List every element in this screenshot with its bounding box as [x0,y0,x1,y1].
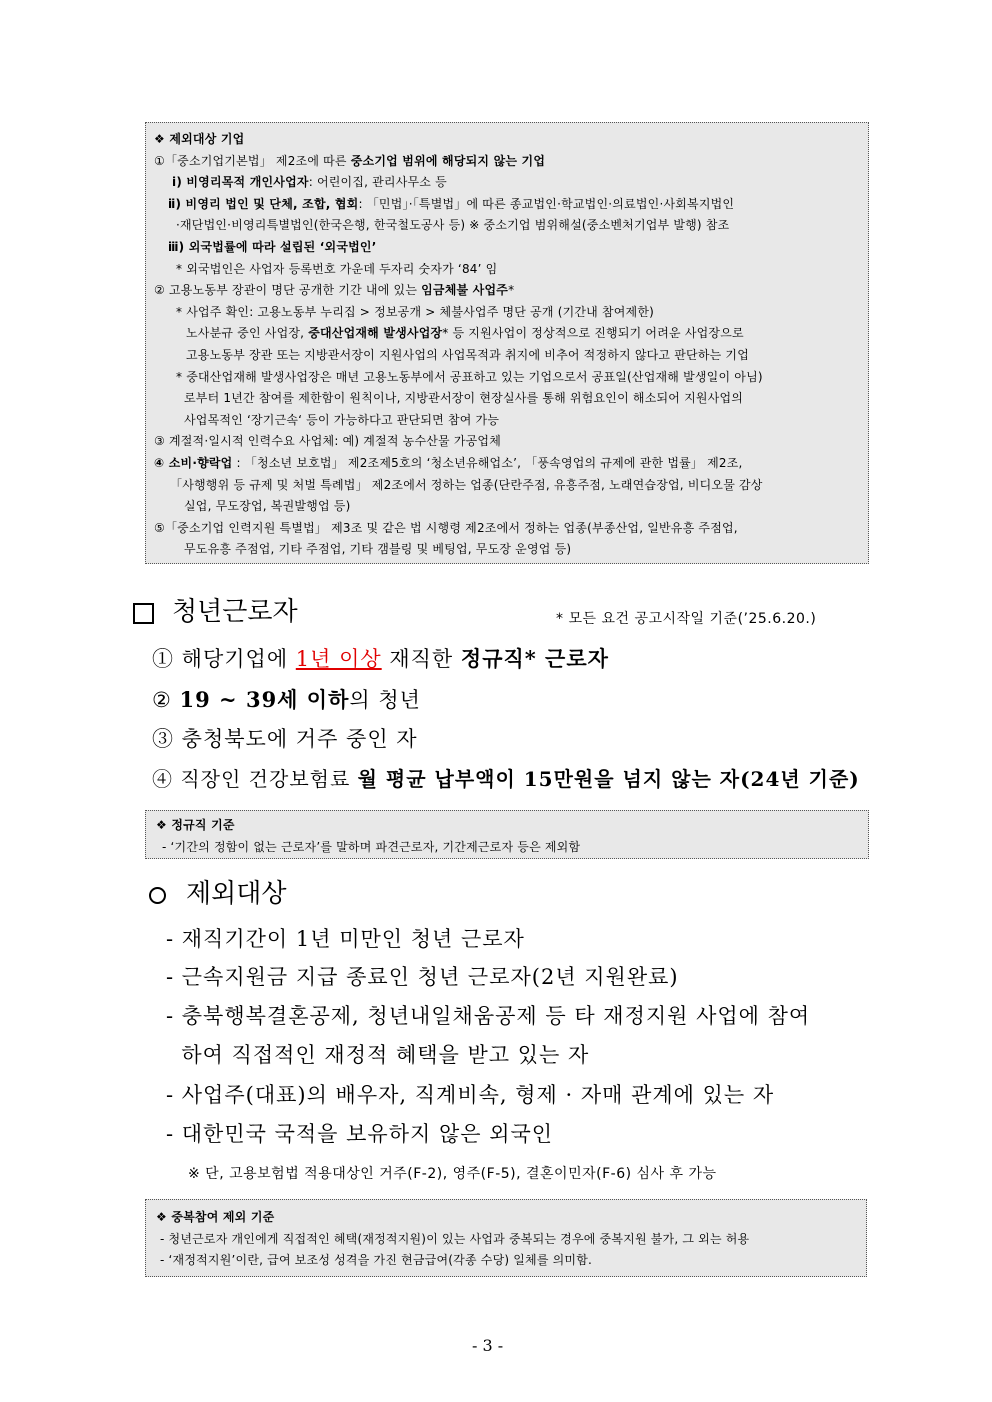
box-line [168,239,376,255]
text-run: * 외국법인은 사업자 등록번호 가운데 두자리 숫자가 ‘84’ 임 [176,261,498,276]
text-run: ② [152,688,180,712]
box-line [184,541,571,557]
box-line [154,131,244,147]
box-text: - ‘기간의 정함이 없는 근로자’를 말하며 파견근로자, 기간제근로자 등은 제외함 [162,840,581,854]
text-run: 실업, 무도장업, 복권발행업 등) [184,499,351,514]
box-line [170,477,763,493]
text-run: ⑤「중소기업 인력지원 특별법」 제3조 및 같은 법 시행령 제2조에서 정하는 업종(부종산업, 일반유흥 주점업, [154,520,738,535]
box-line [184,390,743,406]
text-run: ⅱ) 비영리 법인 및 단체, 조합, 협회 [168,196,359,211]
text-run: ❖ 제외대상 기업 [154,132,245,146]
box-title: ❖ 정규직 기준 [156,818,235,832]
text-run: 임금체불 사업주 [421,283,509,298]
box-line [186,325,744,341]
regular-worker-criteria-box [145,810,869,859]
text-run: * 사업주 확인: 고용노동부 누리집 > 정보공개 > 체불사업주 명단 공개 (기간내 참여제한) [176,304,655,319]
requirement-item [152,725,418,753]
foreigner-note: ※ 단, 고용보험법 적용대상인 거주(F-2), 영주(F-5), 결혼이민자(F-6) 심사 후 가능 [188,1166,717,1182]
text-run: 사업목적인 ‘장기근속‘ 등이 가능하다고 판단되면 참여 가능 [184,412,500,427]
box-line [168,196,734,212]
text-run: 월 평균 납부액이 15만원을 넘지 않는 자 [357,767,741,791]
text-run: * [508,283,515,298]
requirement-item [152,645,609,673]
box-line [154,520,738,536]
box-line: - ‘재정적지원’이란, 급여 보조성 성격을 가진 현금급여(각종 수당) 일체를 의미함. [160,1253,593,1267]
text-run: ② 고용노동부 장관이 명단 공개한 기간 내에 있는 [154,283,422,298]
exclusion-item: - 사업주(대표)의 배우자, 직계비속, 형제 · 자매 관계에 있는 자 [166,1083,775,1107]
text-run: ⅲ) 외국법률에 따라 설립된 ‘외국법인’ [168,240,377,254]
text-run: ③ 충청북도에 거주 중인 자 [152,727,418,751]
exclusion-item: - 대한민국 국적을 보유하지 않은 외국인 [166,1122,554,1146]
box-line [176,369,763,385]
text-run: 노사분규 중인 사업장, [186,326,309,341]
box-line [186,347,749,363]
section-title-exclusions: 제외대상 [186,879,287,909]
text-run: ④ 직장인 건강보험료 [152,767,358,791]
exclusion-item: - 충북행복결혼공제, 청년내일채움공제 등 타 재정지원 사업에 참여 [166,1004,811,1028]
text-run: 무도유흥 주점업, 기타 주점업, 기타 갬블링 및 베팅업, 무도장 운영업 등) [184,542,572,557]
requirement-item [152,686,421,714]
checkbox-icon [133,603,154,624]
box-line [176,304,654,320]
box-line [154,153,545,169]
text-run: ④ 소비·향락업 [154,456,233,470]
exclusion-item: - 근속지원금 지급 종료인 청년 근로자(2년 지원완료) [166,965,679,989]
text-run: 19 ~ 39세 이하 [179,687,350,712]
excluded-companies-box [145,122,869,564]
text-run: : 「청소년 보호법」 제2조제5호의 ‘청소년유해업소’, 「풍속영업의 규제에 관한 법률」 제2조, [232,456,743,470]
text-run: ⅰ) 비영리목적 개인사업자 [172,175,309,190]
text-run: ·재단법인·비영리특별법인(한국은행, 한국철도공사 등) ※ 중소기업 범위해설(중소벤처기업부 발행) 참조 [176,218,730,233]
box-line [184,498,350,514]
box-title: ❖ 중복참여 제외 기준 [156,1210,275,1224]
circle-bullet-icon [149,887,166,904]
text-run: 정규직* 근로자 [460,646,609,671]
criteria-date-note: * 모든 요건 공고시작일 기준(’25.6.20.) [556,611,817,627]
text-run: ③ 계절적·일시적 인력수요 사업체: 예) 계절적 농수산물 가공업체 [154,434,502,449]
section-title-young-workers: 청년근로자 [172,597,298,627]
text-run: * 등 지원사업이 정상적으로 진행되기 어려운 사업장으로 [442,326,744,341]
box-line [154,455,743,471]
box-line: - 청년근로자 개인에게 직접적인 혜택(재정적지원)이 있는 사업과 중복되는 경우에 중복지원 불가, 그 외는 허용 [160,1232,750,1246]
box-line [154,433,501,449]
text-run: (24년 기준) [740,767,860,791]
text-run: 의 청년 [349,688,421,712]
text-run: 1년 이상 [295,647,382,671]
box-line [154,282,514,298]
duplicate-participation-box [145,1199,867,1277]
text-run: ①「중소기업기본법」 제2조에 따른 [154,153,351,168]
text-run: 「사행행위 등 규제 및 처벌 특례법」 제2조에서 정하는 업종(단란주점, 유흥주점, 노래연습장업, 비디오물 감상 [170,477,763,492]
text-run: : 어린이집, 관리사무소 등 [308,175,447,190]
text-run: 중대산업재해 발생사업장 [308,326,443,341]
text-run: ① 해당기업에 [152,647,296,671]
text-run: 고용노동부 장관 또는 지방관서장이 지원사업의 사업목적과 취지에 비추어 적정하지 않다고 판단하는 기업 [186,348,750,362]
text-run: : 「민법」·「특별법」에 따른 종교법인·학교법인·의료법인·사회복지법인 [358,196,735,211]
page-number: - 3 - [472,1336,504,1355]
requirement-item [152,765,860,793]
box-line [176,261,497,277]
box-line [176,217,729,233]
exclusion-item: - 재직기간이 1년 미만인 청년 근로자 [166,927,525,951]
text-run: * 중대산업재해 발생사업장은 매년 고용노동부에서 공표하고 있는 기업으로서 공표일(산업재해 발생일이 아님) [176,369,763,384]
exclusion-item: 하여 직접적인 재정적 혜택을 받고 있는 자 [166,1043,590,1067]
box-line [184,412,499,428]
text-run: 재직한 [381,647,461,671]
text-run: 로부터 1년간 참여를 제한함이 원칙이나, 지방관서장이 현장실사를 통해 위험요인이 해소되어 지원사업의 [184,391,744,406]
text-run: 중소기업 범위에 해당되지 않는 기업 [350,153,546,168]
box-line [172,174,447,190]
